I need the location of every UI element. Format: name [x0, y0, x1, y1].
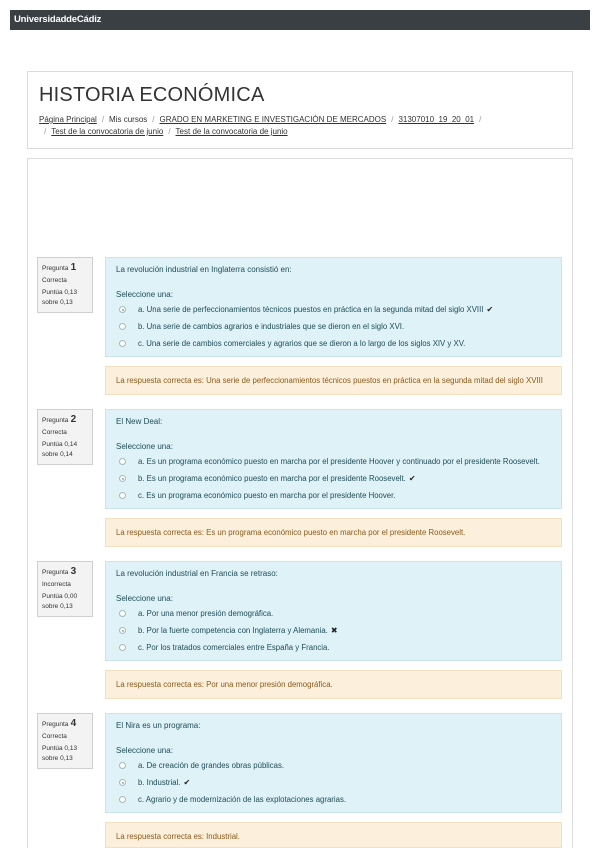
- question-info: [37, 561, 93, 617]
- question-info: [37, 257, 93, 313]
- grade-max: sobre 0,13: [42, 755, 73, 762]
- option-label: b. Es un programa económico puesto en marcha por el presidente Roosevelt.: [138, 474, 406, 483]
- top-navbar: [10, 10, 590, 30]
- question-number: 4: [70, 718, 77, 729]
- question-text: La revolución industrial en Inglaterra consistió en:: [116, 265, 292, 274]
- grade-score: Puntúa 0,00: [42, 593, 78, 600]
- answer-option[interactable]: [116, 757, 551, 774]
- breadcrumb-separator: /: [479, 115, 482, 124]
- radio-button[interactable]: [119, 475, 126, 482]
- question-state: Correcta: [42, 733, 67, 740]
- question-label: Pregunta: [42, 265, 69, 272]
- radio-button[interactable]: [119, 779, 126, 786]
- correct-answer-feedback: La respuesta correcta es: Industrial.: [105, 822, 562, 848]
- breadcrumb-home-link[interactable]: Página Principal: [39, 115, 97, 124]
- breadcrumb: [39, 115, 486, 124]
- breadcrumb-separator: /: [391, 115, 394, 124]
- option-label: a. Por una menor presión demográfica.: [138, 609, 274, 618]
- option-label: c. Por los tratados comerciales entre España y Francia.: [138, 643, 330, 652]
- option-label: a. Una serie de perfeccionamientos técnicos puestos en práctica en la segunda mitad del siglo XVIII: [138, 305, 484, 314]
- page-header: [27, 71, 573, 149]
- option-label: a. Es un programa económico puesto en marcha por el presidente Hoover y continuado por el presidente Roosevelt.: [138, 457, 540, 466]
- radio-button[interactable]: [119, 610, 126, 617]
- breadcrumb-my-courses: Mis cursos: [109, 115, 148, 124]
- answer-option[interactable]: [116, 639, 551, 656]
- answer-options: [116, 605, 551, 656]
- radio-button[interactable]: [119, 644, 126, 651]
- answer-options: [116, 453, 551, 504]
- correct-answer-feedback: La respuesta correcta es: Una serie de perfeccionamientos técnicos puestos en práctica en la segunda mitad del siglo XVIII: [105, 366, 562, 395]
- answer-option[interactable]: [116, 622, 551, 639]
- question-info: [37, 713, 93, 769]
- question-grade: [42, 592, 88, 612]
- question-grade: [42, 440, 88, 460]
- incorrect-cross-icon: ✖: [330, 626, 338, 635]
- option-label: b. Por la fuerte competencia con Inglaterra y Alemania.: [138, 626, 328, 635]
- answer-prompt: Seleccione una:: [116, 442, 173, 451]
- radio-button[interactable]: [119, 323, 126, 330]
- radio-button[interactable]: [119, 306, 126, 313]
- breadcrumb-separator: /: [168, 127, 171, 136]
- question-text: El New Deal:: [116, 417, 163, 426]
- grade-score: Puntúa 0,13: [42, 745, 78, 752]
- answer-option[interactable]: [116, 774, 551, 791]
- option-label: a. De creación de grandes obras públicas.: [138, 761, 285, 770]
- breadcrumb-degree-link[interactable]: GRADO EN MARKETING E INVESTIGACIÓN DE MERCADOS: [159, 115, 387, 124]
- question-state: Correcta: [42, 277, 67, 284]
- breadcrumb-separator: /: [152, 115, 155, 124]
- question-formulation: [105, 409, 562, 509]
- question-number: 1: [70, 262, 77, 273]
- answer-option[interactable]: [116, 791, 551, 808]
- question-text: La revolución industrial en Francia se retraso:: [116, 569, 278, 578]
- breadcrumb-separator: /: [44, 127, 47, 136]
- radio-button[interactable]: [119, 762, 126, 769]
- breadcrumb-quiz-link[interactable]: Test de la convocatoria de junio: [51, 127, 164, 136]
- breadcrumb-continued: [44, 127, 288, 136]
- question-formulation: [105, 713, 562, 813]
- question-info: [37, 409, 93, 465]
- question-grade: [42, 288, 88, 308]
- answer-option[interactable]: [116, 487, 551, 504]
- question-number: 3: [70, 566, 77, 577]
- question-label: Pregunta: [42, 417, 69, 424]
- question-state: Correcta: [42, 429, 67, 436]
- option-label: b. Una serie de cambios agrarios e industriales que se dieron en el siglo XVI.: [138, 322, 405, 331]
- correct-check-icon: ✔: [183, 778, 191, 787]
- question-grade: [42, 744, 88, 764]
- answer-option[interactable]: [116, 318, 551, 335]
- radio-button[interactable]: [119, 492, 126, 499]
- answer-option[interactable]: [116, 335, 551, 352]
- answer-option[interactable]: [116, 470, 551, 487]
- answer-prompt: Seleccione una:: [116, 290, 173, 299]
- question-text: El Nira es un programa:: [116, 721, 201, 730]
- question-label: Pregunta: [42, 721, 69, 728]
- option-label: b. Industrial.: [138, 778, 181, 787]
- option-label: c. Agrario y de modernización de las explotaciones agrarias.: [138, 795, 347, 804]
- answer-option[interactable]: [116, 605, 551, 622]
- radio-button[interactable]: [119, 627, 126, 634]
- answer-option[interactable]: [116, 453, 551, 470]
- grade-max: sobre 0,14: [42, 451, 73, 458]
- answer-options: [116, 757, 551, 808]
- radio-button[interactable]: [119, 458, 126, 465]
- radio-button[interactable]: [119, 340, 126, 347]
- breadcrumb-separator: /: [101, 115, 105, 124]
- question-label: Pregunta: [42, 569, 69, 576]
- page-title: HISTORIA ECONÓMICA: [39, 84, 265, 106]
- grade-max: sobre 0,13: [42, 299, 73, 306]
- grade-score: Puntúa 0,14: [42, 441, 78, 448]
- answer-options: [116, 301, 551, 352]
- question-state: Incorrecta: [42, 581, 71, 588]
- correct-check-icon: ✔: [408, 474, 416, 483]
- answer-prompt: Seleccione una:: [116, 746, 173, 755]
- breadcrumb-attempt-link[interactable]: Test de la convocatoria de junio: [175, 127, 288, 136]
- option-label: c. Una serie de cambios comerciales y agrarios que se dieron a lo largo de los siglos XIV y XV.: [138, 339, 466, 348]
- answer-prompt: Seleccione una:: [116, 594, 173, 603]
- answer-option[interactable]: [116, 301, 551, 318]
- question-formulation: [105, 561, 562, 661]
- correct-answer-feedback: La respuesta correcta es: Por una menor presión demográfica.: [105, 670, 562, 699]
- option-label: c. Es un programa económico puesto en marcha por el presidente Hoover.: [138, 491, 396, 500]
- radio-button[interactable]: [119, 796, 126, 803]
- grade-score: Puntúa 0,13: [42, 289, 78, 296]
- grade-max: sobre 0,13: [42, 603, 73, 610]
- question-number: 2: [70, 414, 77, 425]
- correct-check-icon: ✔: [486, 305, 494, 314]
- university-logo[interactable]: UniversidaddeCádiz: [14, 14, 102, 25]
- breadcrumb-course-link[interactable]: 31307010_19_20_01: [398, 115, 475, 124]
- question-formulation: [105, 257, 562, 357]
- correct-answer-feedback: La respuesta correcta es: Es un programa económico puesto en marcha por el presidente Roosevelt.: [105, 518, 562, 547]
